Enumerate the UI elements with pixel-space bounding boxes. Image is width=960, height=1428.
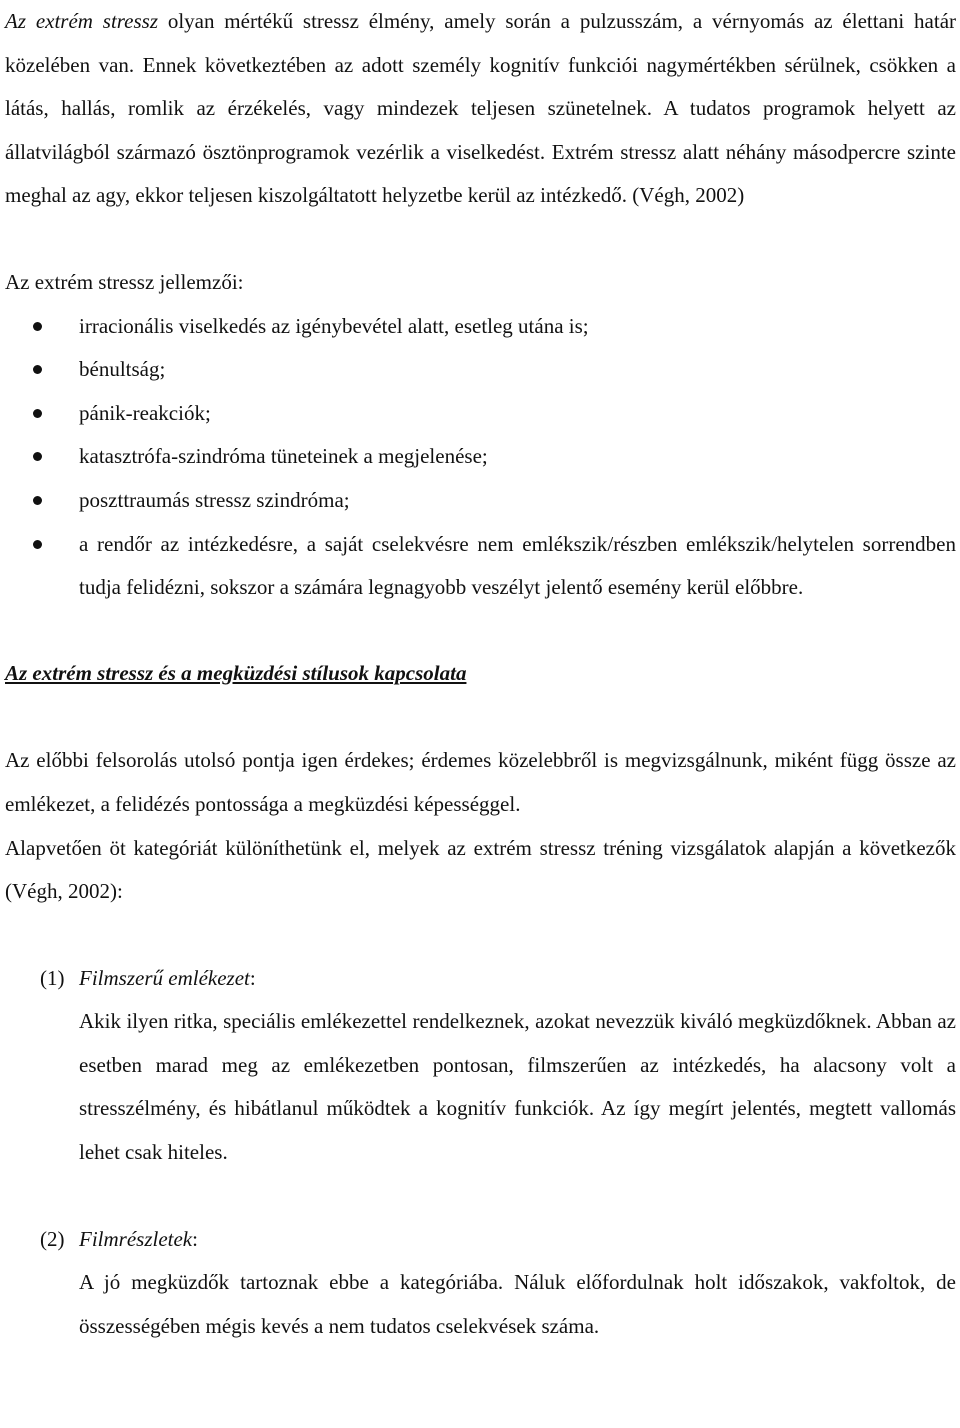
traits-list [5, 305, 956, 610]
bullet-icon [33, 322, 42, 331]
category-2-body: A jó megküzdők tartoznak ebbe a kategóriába. Náluk előfordulnak holt időszakok, vakfoltok, de összességében mégis kevés a nem tudatos cselekvések száma. [79, 1270, 956, 1338]
section-heading: Az extrém stressz és a megküzdési stílusok kapcsolata [5, 660, 467, 685]
list-item: a rendőr az intézkedésre, a saját cselekvésre nem emlékszik/részben emlékszik/helytelen sorrendben tudja felidézni, sokszor a számára legnagyobb veszélyt jelentő esemény kerül előbbre. [5, 523, 956, 610]
section-paragraph-1: Az előbbi felsorolás utolsó pontja igen érdekes; érdemes közelebbről is megvizsgálnunk, miként függ össze az emlékezet, a felidézés pontossága a megküzdési képességgel. [5, 748, 956, 816]
category-1-title: (1) Filmszerű emlékezet: [5, 957, 956, 1001]
section-paragraph-2: Alapvetően öt kategóriát különíthetünk el, melyek az extrém stressz tréning vizsgálatok alapján a következők (Végh, 2002): [5, 835, 956, 904]
intro-term: Az extrém stressz [5, 9, 159, 33]
category-2-term: Filmrészletek [79, 1226, 193, 1251]
bullet-icon [33, 409, 42, 418]
bullet-icon [33, 365, 42, 374]
category-1-number: (1) [40, 965, 65, 990]
bullet-icon [33, 540, 42, 549]
list-item: katasztrófa-szindróma tüneteinek a megjelenése; [5, 435, 956, 479]
list-item: irracionális viselkedés az igénybevétel alatt, esetleg utána is; [5, 305, 956, 349]
category-1-term: Filmszerű emlékezet [79, 965, 250, 990]
category-2-number: (2) [40, 1226, 65, 1251]
traits-label: Az extrém stressz jellemzői: [5, 269, 244, 294]
list-item: poszttraumás stressz szindróma; [5, 479, 956, 523]
bullet-icon [33, 452, 42, 461]
document-page [5, 0, 956, 1348]
list-item: bénultság; [5, 348, 956, 392]
intro-text: olyan mértékű stressz élmény, amely során a pulzusszám, a vérnyomás az élettani határ közelében van. Ennek következtében az adott személy kognitív funkciói nagymértékben sérülnek, csökken a látás, hallás, romlik az érzékelés, vagy mindezek teljesen szünetelnek. A tudatos programok helyett az állatvilágból származó ösztönprogramok vezérlik a viselkedést. Extrém stressz alatt néhány másodpercre szinte meghal az agy, ekkor teljesen kiszolgáltatott helyzetbe kerül az intézkedő. (Végh, 2002) [5, 9, 957, 208]
list-item: pánik-reakciók; [5, 392, 956, 436]
category-2-title: (2) Filmrészletek: [5, 1218, 956, 1262]
category-1-body: Akik ilyen ritka, speciális emlékezettel rendelkeznek, azokat nevezzük kiváló megküzdőknek. Abban az esetben marad meg az emlékezetben pontosan, filmszerűen az intézkedés, ha alacsony volt a stresszélmény, és hibátlanul működtek a kognitív funkciók. Az így megírt jelentés, megtett vallomás lehet csak hiteles. [79, 1009, 956, 1165]
bullet-icon [33, 496, 42, 505]
intro-paragraph [5, 0, 956, 218]
